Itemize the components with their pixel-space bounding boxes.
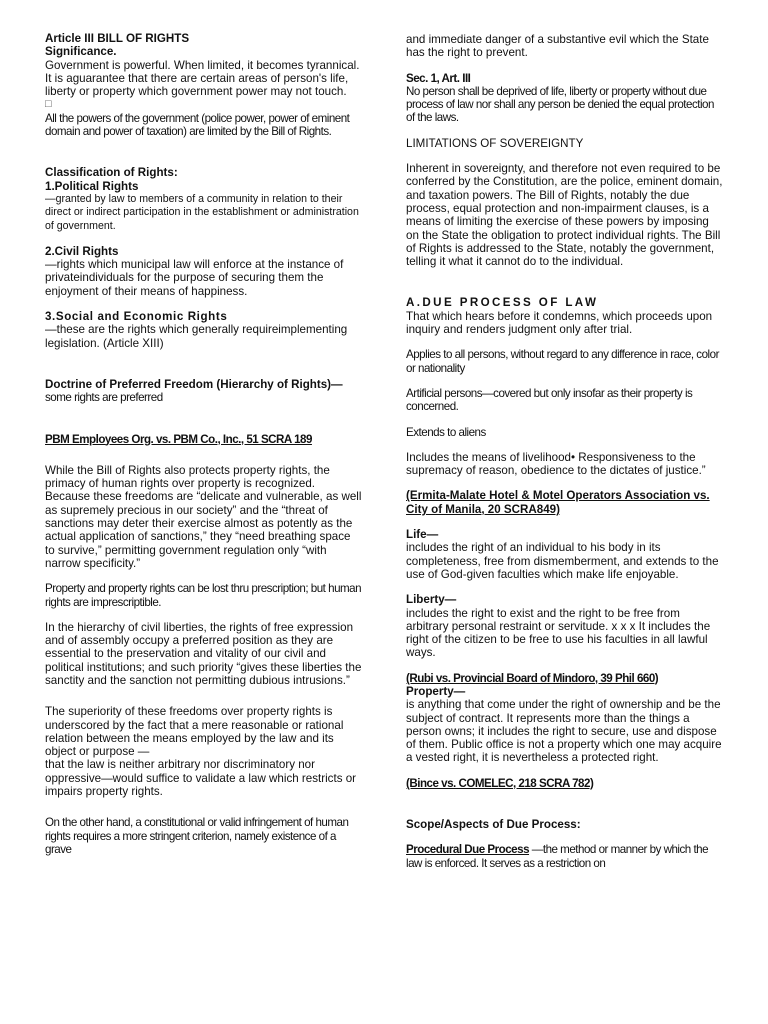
section-text: No person shall be deprived of life, liberty or property without due process of law nor shall any person be denied the equal protection of the laws. (406, 84, 714, 125)
significance-text: Government is powerful. When limited, it becomes tyrannical. It is aguarantee that there are certain areas of person's life, liberty or property which government power may not touch. (45, 58, 360, 99)
doctrine-heading: Doctrine of Preferred Freedom (Hierarchy of Rights)— (45, 377, 343, 391)
left-column (45, 32, 363, 856)
due-process-heading: A.DUE PROCESS OF LAW (406, 296, 599, 310)
social-rights-heading: 3.Social and Economic Rights (45, 310, 228, 324)
article-title: Article III BILL OF RIGHTS (45, 32, 190, 45)
powers-text: All the powers of the government (police power, power of eminent domain and power of taxation) are limited by the Bill of Rights. (45, 111, 350, 139)
classification-heading: Classification of Rights: (45, 166, 178, 180)
aliens-text: Extends to aliens (406, 425, 486, 439)
section-heading: Sec. 1, Art. III (406, 71, 471, 85)
superiority-paragraph: The superiority of these freedoms over property rights is underscored by the fact that a mere reasonable or rational relation between the means employed by the law and its object or purpose — (45, 705, 344, 759)
civil-rights-heading: 2.Civil Rights (45, 244, 119, 258)
hierarchy-paragraph: In the hierarchy of civil liberties, the rights of free expression and of assembly occupy a preferred position as they are essential to the preservation and vitality of our civil and political institutions; and such priority “gives these liberties the sanctity and the sanction not permitting dubious intrusions.” (45, 620, 362, 687)
scope-heading: Scope/Aspects of Due Process: (406, 818, 581, 832)
property-heading: Property— (406, 684, 466, 698)
superiority-paragraph-cont: that the law is neither arbitrary nor discriminatory nor oppressive—would suffice to validate a law which restricts or impairs property rights. (45, 758, 357, 799)
procedural-text: —the method or manner by which the law is enforced. It serves as a restriction on (406, 843, 709, 870)
bince-case-citation: (Bince vs. COMELEC, 218 SCRA 782) (406, 776, 594, 790)
procedural-due-process (406, 843, 724, 870)
procedural-heading: Procedural Due Process (406, 843, 530, 857)
political-rights-text: —granted by law to members of a community in relation to their direct or indirect participation in the establishment or administration of government. (45, 192, 359, 232)
prescription-paragraph: Property and property rights can be lost thru prescription; but human rights are imprescriptible. (45, 582, 362, 609)
rubi-case-citation: (Rubi vs. Provincial Board of Mindoro, 39 Phil 660) (406, 671, 659, 685)
applies-text: Applies to all persons, without regard to any difference in race, color or nationality (406, 348, 719, 375)
property-rights-paragraph: While the Bill of Rights also protects property rights, the primacy of human rights over property is recognized. Because these freedoms are “delicate and vulnerable, as well as supremely precious in our society” and the “threat of sanctions may deter their exercise almost as potently as the actual application of sanctions,” they “need breathing space to survive,” permitting government regulation only “with narrow specificity.” (45, 463, 362, 570)
liberty-text: includes the right to exist and the right to be free from arbitrary personal restraint or servitude. x x x It includes the right of the citizen to be free to use his faculties in all lawful ways. (406, 606, 711, 660)
ermita-case-citation: (Ermita-Malate Hotel & Motel Operators Association vs. City of Manila, 20 SCRA849) (406, 489, 710, 516)
life-heading: Life— (406, 528, 439, 542)
property-text: is anything that come under the right of ownership and be the subject of contract. It represents more than the things a person owns; it includes the right to secure, use and dispose of them. Public office is not a property which one may acquire a vested right, it is nevertheless a protected right. (406, 698, 722, 765)
significance-heading: Significance. (45, 45, 117, 59)
bullet-box-icon: □ (45, 98, 52, 111)
civil-rights-text: —rights which municipal law will enforce at the instance of privateindividuals for the purpose of securing them the enjoyment of their means of happiness. (45, 258, 344, 298)
life-text: includes the right of an individual to his body in its completeness, free from dismemberment, and extends to the use of God-given faculties which make life enjoyable. (406, 541, 719, 581)
danger-continuation: and immediate danger of a substantive evil which the State has the right to prevent. (406, 33, 709, 60)
doctrine-text: some rights are preferred (45, 391, 163, 405)
liberty-heading: Liberty— (406, 593, 457, 607)
pbm-case-citation: PBM Employees Org. vs. PBM Co., Inc., 51 SCRA 189 (45, 432, 312, 446)
due-process-text: That which hears before it condemns, which proceeds upon inquiry and renders judgment only after trial. (406, 309, 713, 337)
artificial-persons-text: Artificial persons—covered but only insofar as their property is concerned. (406, 386, 693, 414)
political-rights-label: 1.Political Rights (45, 179, 139, 193)
social-rights-text: —these are the rights which generally requireimplementing legislation. (Article XIII) (45, 323, 348, 350)
livelihood-text: Includes the means of livelihood• Responsiveness to the supremacy of reason, obedience to the dictates of justice.” (406, 450, 706, 478)
limitations-heading: LIMITATIONS OF SOVEREIGNTY (406, 136, 584, 150)
limitations-text: Inherent in sovereignty, and therefore not even required to be conferred by the Constitution, are the police, eminent domain, and taxation powers. The Bill of Rights, notably the due process, equal protection and non-impairment clauses, is a means of limiting the exercise of these powers by imposing on the State the obligation to protect individual rights. The Bill of Rights is addressed to the State, notably the government, telling it what it cannot do to the individual. (406, 162, 723, 269)
political-rights-heading (45, 180, 363, 193)
right-column (406, 33, 724, 870)
infringement-paragraph: On the other hand, a constitutional or valid infringement of human rights requires a more stringent criterion, namely existence of a grave (45, 816, 349, 856)
